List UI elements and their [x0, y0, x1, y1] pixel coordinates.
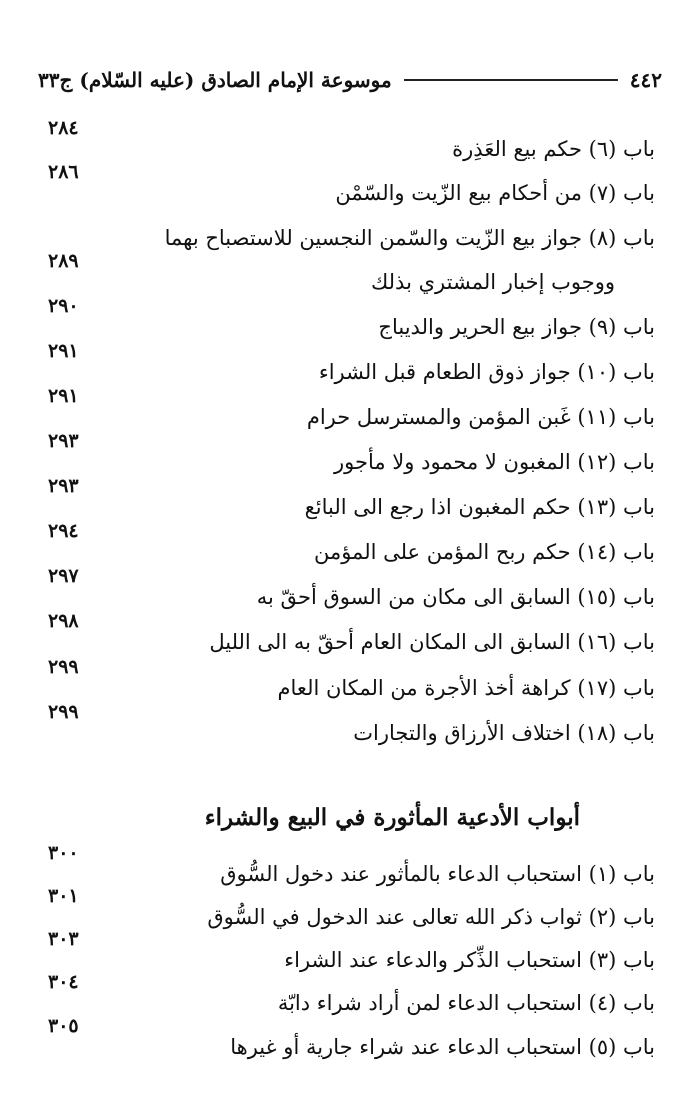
- toc-entry: [40, 842, 655, 896]
- toc-entry-page: ٣٠٣: [48, 928, 79, 950]
- toc-entry-page: ٢٩٨: [48, 610, 79, 632]
- toc-entry-page: ٣٠٤: [48, 971, 79, 993]
- toc-entry-title: باب (١٧) كراهة أخذ الأجرة من المكان العام: [277, 676, 655, 700]
- toc-entry: [40, 928, 655, 982]
- toc-entry-page: ٢٩٩: [48, 701, 79, 723]
- toc-entry-title: باب (١٨) اختلاف الأرزاق والتجارات: [353, 721, 655, 745]
- toc-entry-page: ٢٨٩: [48, 250, 79, 272]
- toc-entry-title: باب (١٢) المغبون لا محمود ولا مأجور: [334, 450, 655, 474]
- toc-entry: [40, 610, 655, 664]
- toc-entry-title: باب (٦) حكم بيع العَذِرة: [452, 137, 655, 161]
- toc-entry-page: ٢٩٩: [48, 656, 79, 678]
- toc-entry-title: باب (٥) استحباب الدعاء عند شراء جارية أو غيرها: [230, 1035, 655, 1059]
- toc-entry-page: ٢٨٦: [48, 161, 79, 183]
- toc-entry-title: باب (١٥) السابق الى مكان من السوق أحقّ به: [256, 585, 655, 609]
- toc-entry-continuation: [40, 250, 655, 304]
- toc-entry-title: باب (٨) جواز بيع الزّيت والسّمن النجسين للاستصباح بهما: [164, 226, 655, 250]
- toc-entry-page: ٢٩١: [48, 385, 79, 407]
- toc-entry: [40, 385, 655, 439]
- toc-entry: [40, 295, 655, 349]
- header-rule: [404, 79, 618, 81]
- toc-entry-title: باب (٤) استحباب الدعاء لمن أراد شراء دابّة: [277, 991, 655, 1015]
- toc-entry: [40, 161, 655, 215]
- toc-entry: [40, 216, 655, 260]
- toc-entry-page: ٢٩٠: [48, 295, 79, 317]
- toc-entry-page: ٢٩٤: [48, 520, 79, 542]
- toc-entry-page: ٢٩٣: [48, 475, 79, 497]
- toc-entry-title: باب (١٠) جواز ذوق الطعام قبل الشراء: [318, 360, 655, 384]
- toc-entry-title: باب (٩) جواز بيع الحرير والديباج: [378, 315, 655, 339]
- toc-entry-page: ٢٩٣: [48, 430, 79, 452]
- book-title: موسوعة الإمام الصادق (عليه السّلام) ج٣٣: [38, 68, 392, 92]
- toc-entry-title: باب (٢) ثواب ذكر الله تعالى عند الدخول في السُّوق: [207, 905, 655, 929]
- running-header: [38, 60, 662, 100]
- toc-entry: [40, 885, 655, 939]
- toc-entry-title: باب (٧) من أحكام بيع الزّيت والسّمْن: [335, 181, 655, 205]
- toc-entry: [40, 1015, 655, 1069]
- toc-entry-title: ووجوب إخبار المشتري بذلك: [370, 270, 615, 294]
- toc-entry-title: باب (٣) استحباب الذِّكر والدعاء عند الشراء: [284, 948, 655, 972]
- toc-entry-title: باب (١٦) السابق الى المكان العام أحقّ به الى الليل: [209, 630, 655, 654]
- toc-entry-page: ٣٠١: [48, 885, 79, 907]
- toc-entry: [40, 701, 655, 755]
- toc-entry: [40, 971, 655, 1025]
- toc-entry: [40, 565, 655, 619]
- toc-entry-page: ٣٠٥: [48, 1015, 79, 1037]
- toc-entry-page: ٢٩١: [48, 340, 79, 362]
- toc-entry: [40, 475, 655, 529]
- toc-entry: [40, 656, 655, 710]
- toc-entry-page: ٢٩٧: [48, 565, 79, 587]
- toc-entry-page: ٣٠٠: [48, 842, 79, 864]
- toc-entry-title: باب (١) استحباب الدعاء بالمأثور عند دخول السُّوق: [220, 862, 655, 886]
- toc-entry-page: ٢٨٤: [48, 117, 79, 139]
- section-heading: أبواب الأدعية المأثورة في البيع والشراء: [204, 804, 580, 831]
- toc-entry: [40, 340, 655, 394]
- toc-entry: [40, 117, 655, 171]
- toc-entry: [40, 520, 655, 574]
- page-number: ٤٤٢: [629, 68, 662, 92]
- toc-entry-title: باب (١١) غَبن المؤمن والمسترسل حرام: [306, 405, 655, 429]
- toc-entry-title: باب (١٤) حكم ربح المؤمن على المؤمن: [313, 540, 655, 564]
- toc-entry-title: باب (١٣) حكم المغبون اذا رجع الى البائع: [304, 495, 655, 519]
- toc-entry: [40, 430, 655, 484]
